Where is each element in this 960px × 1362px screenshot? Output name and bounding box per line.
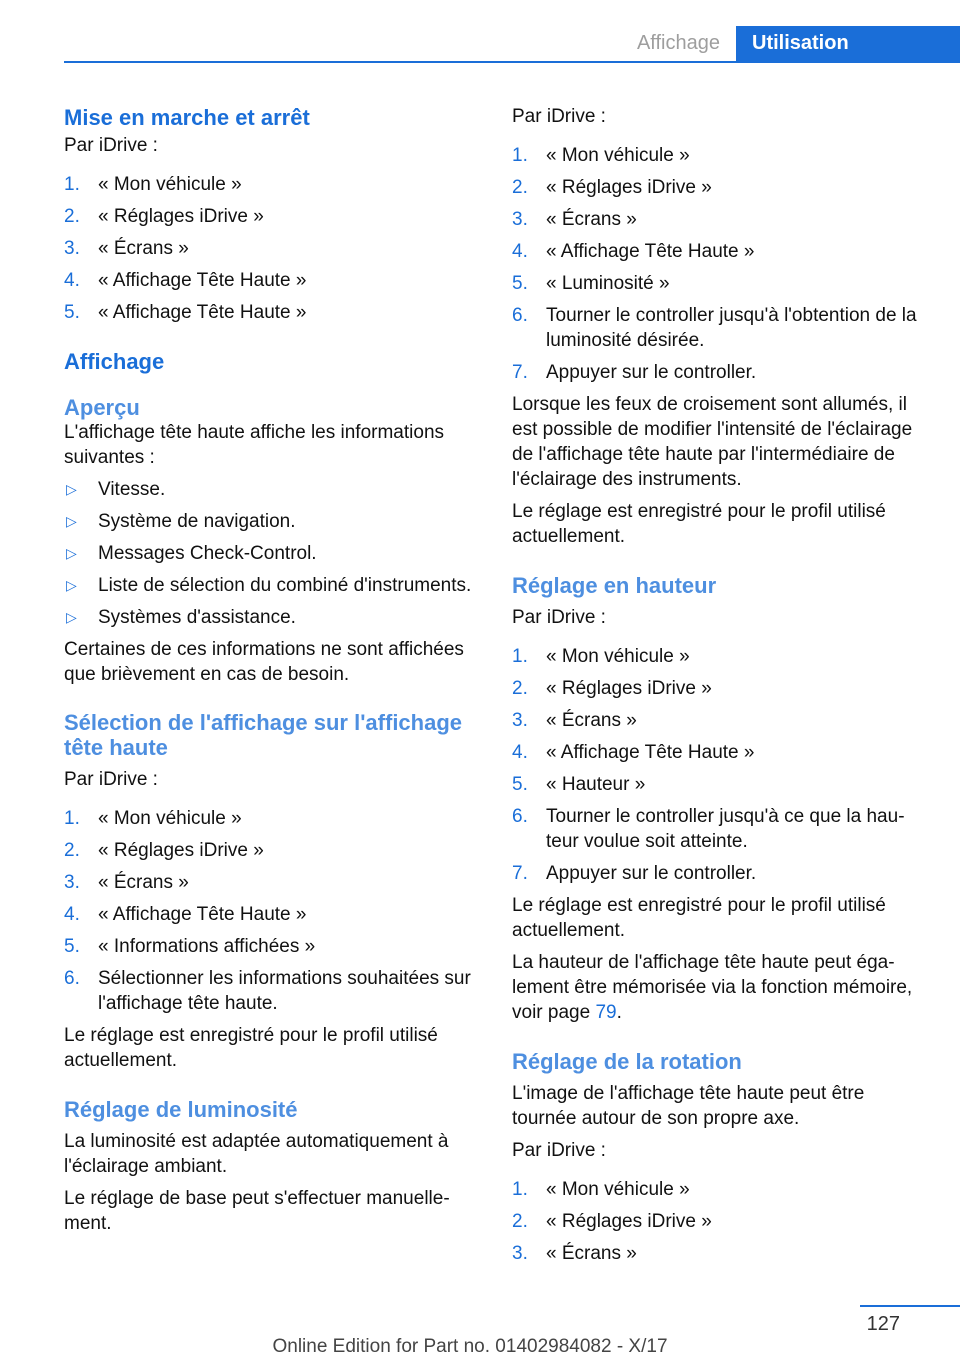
- triangle-bullet-icon: ▷: [66, 577, 77, 593]
- step-text: « Mon véhicule »: [546, 1179, 690, 1200]
- step-text: « Écrans »: [98, 872, 189, 893]
- paragraph: Par iDrive :: [64, 769, 158, 790]
- step-number: 6.: [64, 968, 80, 989]
- section-title-affichage: Affichage: [64, 349, 165, 374]
- step-text: Appuyer sur le controller.: [546, 362, 757, 383]
- list-item: [64, 902, 482, 927]
- triangle-bullet-icon: ▷: [66, 545, 77, 561]
- section-title-apercu: Aperçu: [64, 395, 140, 420]
- paragraph: Par iDrive :: [512, 1140, 606, 1161]
- list-item: [512, 1177, 930, 1202]
- list-item: [512, 360, 930, 385]
- list-item: [512, 143, 930, 168]
- step-number: 2.: [512, 1211, 528, 1232]
- bullet-text: Liste de sélection du combiné d'instruments.: [98, 575, 472, 596]
- triangle-bullet-icon: ▷: [66, 609, 77, 625]
- step-number: 4.: [512, 241, 528, 262]
- list-item: [64, 966, 482, 1016]
- steps-list: [512, 143, 930, 385]
- list-item: [512, 644, 930, 669]
- triangle-bullet-icon: ▷: [66, 481, 77, 497]
- list-item: [64, 573, 482, 598]
- step-number: 3.: [512, 209, 528, 230]
- bullet-text: Vitesse.: [98, 479, 166, 500]
- step-number: 1.: [64, 174, 80, 195]
- bullet-list: [64, 477, 482, 630]
- right-column: [512, 100, 930, 1266]
- step-text: Tourner le controller jusqu'à ce que la hauteur voulue soit atteinte.: [546, 806, 905, 852]
- step-number: 7.: [512, 863, 528, 884]
- step-number: 5.: [512, 774, 528, 795]
- list-item: [512, 708, 930, 733]
- paragraph-text: La hauteur de l'affichage tête haute peut également être mémorisée via la fonction mémoire, voir page: [512, 952, 913, 1023]
- step-text: « Réglages iDrive »: [546, 678, 712, 699]
- list-item: [512, 271, 930, 296]
- list-item: [64, 838, 482, 863]
- steps-list: [512, 644, 930, 886]
- step-text: « Luminosité »: [546, 273, 670, 294]
- step-number: 2.: [512, 678, 528, 699]
- list-item: [512, 804, 930, 854]
- left-column: [64, 100, 482, 1236]
- page-header: [0, 0, 960, 62]
- step-number: 6.: [512, 806, 528, 827]
- page-number: 127: [866, 1313, 900, 1335]
- section-title-luminosite: Réglage de luminosité: [64, 1097, 298, 1122]
- page-link[interactable]: 79: [595, 1002, 617, 1023]
- list-item: [64, 204, 482, 229]
- paragraph: Par iDrive :: [512, 607, 606, 628]
- list-item: [64, 236, 482, 261]
- steps-list: [64, 806, 482, 1016]
- step-text: Appuyer sur le controller.: [546, 863, 757, 884]
- paragraph: La luminosité est adaptée automatiquement à l'éclairage ambiant.: [64, 1131, 449, 1177]
- list-item: [64, 172, 482, 197]
- list-item: [64, 806, 482, 831]
- list-item: [64, 477, 482, 502]
- step-text: « Mon véhicule »: [546, 145, 690, 166]
- section-title-selection: Sélection de l'affichage sur l'affichage tête haute: [64, 710, 463, 760]
- step-number: 4.: [64, 270, 80, 291]
- bullet-text: Système de navigation.: [98, 511, 296, 532]
- step-number: 1.: [512, 145, 528, 166]
- step-number: 1.: [512, 646, 528, 667]
- step-text: « Écrans »: [546, 1243, 637, 1264]
- paragraph: Le réglage est enregistré pour le profil utilisé actuellement.: [512, 501, 886, 547]
- paragraph: [512, 950, 930, 1025]
- bullet-text: Systèmes d'assistance.: [98, 607, 296, 628]
- steps-list: [64, 172, 482, 325]
- section-title-mise-en-marche: Mise en marche et arrêt: [64, 105, 310, 130]
- step-number: 2.: [64, 840, 80, 861]
- step-number: 4.: [64, 904, 80, 925]
- step-text: « Réglages iDrive »: [98, 840, 264, 861]
- step-number: 3.: [512, 710, 528, 731]
- list-item: [512, 303, 930, 353]
- step-text: « Affichage Tête Haute »: [98, 270, 307, 291]
- list-item: [64, 605, 482, 630]
- step-text: « Hauteur »: [546, 774, 646, 795]
- list-item: [512, 740, 930, 765]
- step-text: « Mon véhicule »: [98, 174, 242, 195]
- step-number: 6.: [512, 305, 528, 326]
- paragraph: Par iDrive :: [64, 135, 158, 156]
- list-item: [64, 300, 482, 325]
- step-number: 1.: [64, 808, 80, 829]
- list-item: [512, 1241, 930, 1266]
- triangle-bullet-icon: ▷: [66, 513, 77, 529]
- paragraph: Lorsque les feux de croisement sont allumés, il est possible de modifier l'intensité de l'éclairage de l'affichage tête haute par l'intermédiaire de l'éclairage des instruments.: [512, 394, 913, 490]
- step-text: « Réglages iDrive »: [546, 177, 712, 198]
- steps-list: [512, 1177, 930, 1266]
- list-item: [512, 861, 930, 886]
- step-text: Tourner le controller jusqu'à l'obtention de la luminosité désirée.: [546, 305, 917, 351]
- paragraph: Le réglage est enregistré pour le profil utilisé actuellement.: [64, 1025, 438, 1071]
- step-text: « Écrans »: [546, 209, 637, 230]
- step-text: « Écrans »: [98, 238, 189, 259]
- list-item: [512, 175, 930, 200]
- step-number: 2.: [64, 206, 80, 227]
- step-text: Sélectionner les informations souhaitées sur l'affichage tête haute.: [98, 968, 471, 1014]
- step-text: « Réglages iDrive »: [98, 206, 264, 227]
- step-number: 4.: [512, 742, 528, 763]
- step-number: 7.: [512, 362, 528, 383]
- section-title-rotation: Réglage de la rotation: [512, 1049, 742, 1074]
- paragraph: Le réglage est enregistré pour le profil utilisé actuellement.: [512, 895, 886, 941]
- step-text: « Affichage Tête Haute »: [98, 904, 307, 925]
- step-number: 5.: [512, 273, 528, 294]
- list-item: [512, 676, 930, 701]
- list-item: [512, 1209, 930, 1234]
- list-item: [512, 207, 930, 232]
- paragraph: Le réglage de base peut s'effectuer manuellement.: [64, 1188, 450, 1234]
- header-divider: [64, 61, 960, 63]
- step-text: « Réglages iDrive »: [546, 1211, 712, 1232]
- step-number: 2.: [512, 177, 528, 198]
- paragraph: Certaines de ces informations ne sont affichées que brièvement en cas de besoin.: [64, 639, 464, 685]
- section-title-hauteur: Réglage en hauteur: [512, 573, 717, 598]
- list-item: [64, 268, 482, 293]
- step-text: « Affichage Tête Haute »: [546, 241, 755, 262]
- step-text: « Écrans »: [546, 710, 637, 731]
- step-number: 3.: [64, 872, 80, 893]
- step-text: « Affichage Tête Haute »: [546, 742, 755, 763]
- tab-affichage[interactable]: Affichage: [610, 26, 736, 62]
- list-item: [512, 772, 930, 797]
- footer-divider: [860, 1305, 960, 1307]
- paragraph-text: .: [616, 1002, 622, 1023]
- step-text: « Informations affichées »: [98, 936, 316, 957]
- list-item: [64, 541, 482, 566]
- paragraph: L'affichage tête haute affiche les informations suivantes :: [64, 422, 445, 468]
- step-number: 3.: [512, 1243, 528, 1264]
- list-item: [512, 239, 930, 264]
- step-text: « Affichage Tête Haute »: [98, 302, 307, 323]
- tab-utilisation[interactable]: Utilisation: [736, 26, 960, 62]
- list-item: [64, 934, 482, 959]
- paragraph: L'image de l'affichage tête haute peut être tournée autour de son propre axe.: [512, 1083, 865, 1129]
- step-number: 3.: [64, 238, 80, 259]
- paragraph: Par iDrive :: [512, 106, 606, 127]
- edition-footer: Online Edition for Part no. 01402984082 - X/17: [272, 1336, 668, 1357]
- step-number: 1.: [512, 1179, 528, 1200]
- step-number: 5.: [64, 936, 80, 957]
- step-text: « Mon véhicule »: [546, 646, 690, 667]
- step-text: « Mon véhicule »: [98, 808, 242, 829]
- list-item: [64, 870, 482, 895]
- step-number: 5.: [64, 302, 80, 323]
- bullet-text: Messages Check-Control.: [98, 543, 317, 564]
- list-item: [64, 509, 482, 534]
